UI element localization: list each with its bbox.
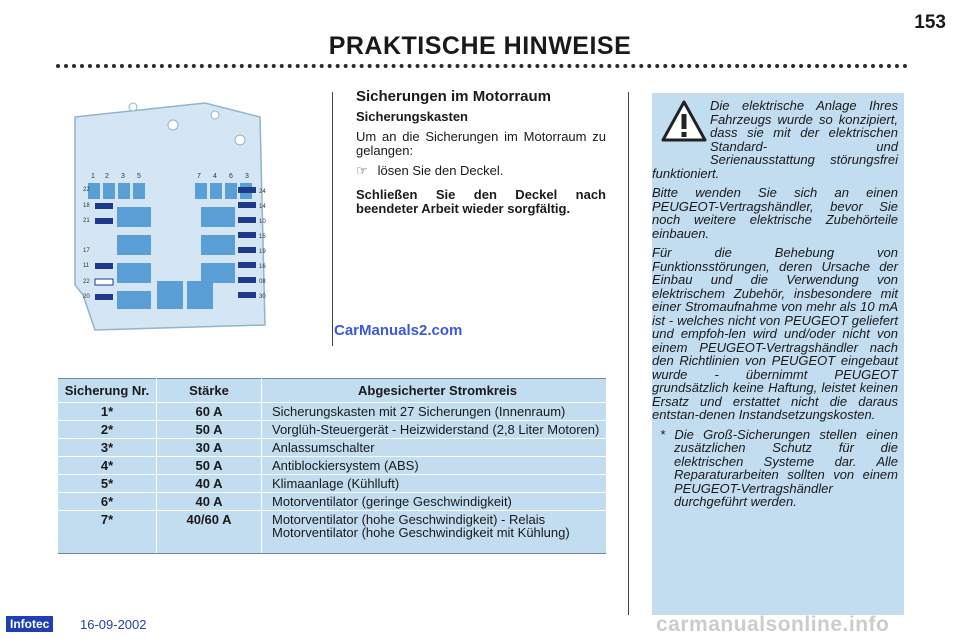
- fuse-label: 2: [105, 173, 109, 180]
- maxi-fuse: [117, 235, 151, 255]
- table-header: Abgesicherter Stromkreis: [262, 379, 607, 403]
- mount-hole: [211, 111, 219, 119]
- column-divider: [628, 92, 629, 615]
- intro-text: Um an die Sicherungen im Motorraum zu gelangen:: [356, 129, 606, 158]
- fuse-label: 1: [91, 173, 95, 180]
- warning-paragraph: Die elektrische Anlage Ihres Fahrzeugs wurde so konzipiert, dass sie mit der elektrischen Standard- und Serienausstattung störungsfrei funktioniert.: [652, 98, 898, 181]
- fuse: [103, 183, 115, 199]
- page-number: 153: [914, 12, 946, 33]
- fuse-rating: 30 A: [157, 439, 262, 457]
- fuse-circuit: Vorglüh-Steuergerät - Heizwiderstand (2,8 Liter Motoren): [262, 421, 607, 439]
- fuse-number: 1*: [58, 403, 157, 421]
- relay: [157, 281, 183, 309]
- fuse-number: 6*: [58, 493, 157, 511]
- warning-box: [652, 93, 904, 615]
- fuse-label: 08: [259, 279, 266, 285]
- warning-paragraph: Für die Behebung von Funktionsstörungen, deren Ursache der Einbau und die Verwendung von elektrischem Zubehör, insbesondere mit einer Stromaufnahme von mehr als 10 mA ist - welches nicht von PEUGEOT geliefert und empfoh-len wird und/oder nicht von einem PEUGEOT-Vertragshändler nach den Richtlinien von PEUGEOT eingebaut wurde - übernimmt PEUGEOT grundsätzlich keine Haftung, leistet keinen Ersatz und erstattet nicht die daraus entstan-denen Instandsetzungskosten.: [652, 245, 898, 422]
- page-title: PRAKTISCHE HINWEISE: [328, 32, 632, 60]
- section-subheading: Sicherungskasten: [356, 109, 468, 124]
- fuse-label: 15: [259, 234, 266, 240]
- fuse-number: 5*: [58, 475, 157, 493]
- fuse-circuit: Motorventilator (hohe Geschwindigkeit) - Relais Motorventilator (hohe Geschwindigkeit mit Kühlung): [262, 511, 607, 554]
- fuse-label: 5: [137, 173, 141, 180]
- fuse-number: 4*: [58, 457, 157, 475]
- fuse-rating: 40 A: [157, 493, 262, 511]
- fuse-label: 17: [83, 248, 90, 254]
- fuse-label: 14: [259, 204, 266, 210]
- instructions-section: [356, 90, 606, 222]
- maxi-fuse: [117, 263, 151, 283]
- mini-fuse: [95, 218, 113, 224]
- relay: [187, 281, 213, 309]
- step-text: lösen Sie den Deckel.: [377, 163, 504, 178]
- maxi-fuse: [117, 291, 151, 309]
- maxi-fuse: [201, 235, 235, 255]
- column-divider: [332, 92, 333, 346]
- fuse-circuit: Klimaanlage (Kühlluft): [262, 475, 607, 493]
- footer-date: 16-09-2002: [80, 617, 147, 632]
- mini-fuse: [238, 217, 256, 223]
- mini-fuse: [238, 202, 256, 208]
- fuse-rating: 50 A: [157, 457, 262, 475]
- mini-fuse: [238, 262, 256, 268]
- fuse-label: 18: [83, 203, 90, 209]
- mount-hole: [129, 103, 137, 111]
- fuse-label: 3: [245, 173, 249, 180]
- table-row: [58, 457, 606, 475]
- maxi-fuse: [117, 207, 151, 227]
- fuse-label: 19: [259, 249, 266, 255]
- fuse-box-diagram: [55, 95, 305, 335]
- pointing-hand-icon: ☞: [356, 163, 368, 178]
- table-row: [58, 403, 606, 421]
- fuse-label: 20: [83, 294, 90, 300]
- mount-hole: [168, 120, 178, 130]
- fuse-label: 24: [259, 189, 266, 195]
- fuse-label: 16: [259, 264, 266, 270]
- dotted-divider: [56, 64, 908, 68]
- watermark-bottom: carmanualsonline.info: [656, 613, 890, 636]
- fuse-label: 21: [83, 218, 90, 224]
- fuse-rating: 50 A: [157, 421, 262, 439]
- fuse-label: 3: [121, 173, 125, 180]
- fuse-label: 10: [259, 219, 266, 225]
- watermark-middle: CarManuals2.com: [334, 322, 463, 339]
- table-row: [58, 511, 606, 554]
- fuse-circuit: Sicherungskasten mit 27 Sicherungen (Innenraum): [262, 403, 607, 421]
- mini-fuse: [238, 232, 256, 238]
- fuse-number: 3*: [58, 439, 157, 457]
- mount-hole: [235, 135, 245, 145]
- fuse-label: 7: [197, 173, 201, 180]
- fuse-label: 4: [213, 173, 217, 180]
- step-item: [356, 164, 606, 178]
- mini-fuse: [238, 247, 256, 253]
- table-header: Stärke: [157, 379, 262, 403]
- warning-footnote: * Die Groß-Sicherungen stellen einen zusätzlichen Schutz für die elektrischen Systeme dar. Alle Reparaturarbeiten sollten von einem PEUGEOT-Vertragshändler durchgeführt werden.: [660, 426, 898, 509]
- maxi-fuse: [201, 207, 235, 227]
- fuse: [195, 183, 207, 199]
- table-row: [58, 493, 606, 511]
- fuse-rating: 60 A: [157, 403, 262, 421]
- mini-fuse: [238, 292, 256, 298]
- closing-instruction: Schließen Sie den Deckel nach beendeter Arbeit wieder sorgfältig.: [356, 187, 606, 216]
- fuse-label: 22: [83, 187, 90, 193]
- fuse-rating: 40/60 A: [157, 511, 262, 554]
- table-header-row: [58, 379, 606, 403]
- mini-fuse: [238, 187, 256, 193]
- mini-fuse: [238, 277, 256, 283]
- fuse: [225, 183, 237, 199]
- fuse-rating: 40 A: [157, 475, 262, 493]
- warning-paragraph: Bitte wenden Sie sich an einen PEUGEOT-Vertragshändler, bevor Sie noch weitere elektrische Zubehörteile einbauen.: [652, 185, 898, 241]
- table-row: [58, 421, 606, 439]
- fuse-label: 6: [229, 173, 233, 180]
- fuse-circuit: Anlassumschalter: [262, 439, 607, 457]
- table-row: [58, 475, 606, 493]
- table-header: Sicherung Nr.: [58, 379, 157, 403]
- fuse: [210, 183, 222, 199]
- fuse-label: 22: [83, 279, 90, 285]
- mini-fuse: [95, 279, 113, 285]
- maxi-fuse: [201, 263, 235, 283]
- fuse-number: 2*: [58, 421, 157, 439]
- section-heading: Sicherungen im Motorraum: [356, 88, 552, 105]
- fuse: [133, 183, 145, 199]
- mini-fuse: [95, 263, 113, 269]
- fuse: [118, 183, 130, 199]
- fuse: [88, 183, 100, 199]
- fuse-table: [58, 378, 606, 554]
- fuse-label: 11: [83, 263, 90, 269]
- warning-text: [652, 99, 898, 515]
- infotec-logo: Infotec: [6, 616, 53, 632]
- fuse-label: 30: [259, 294, 266, 300]
- table-row: [58, 439, 606, 457]
- fuse-circuit: Motorventilator (geringe Geschwindigkeit): [262, 493, 607, 511]
- mini-fuse: [95, 203, 113, 209]
- mini-fuse: [95, 294, 113, 300]
- fuse-circuit: Antiblockiersystem (ABS): [262, 457, 607, 475]
- fuse-number: 7*: [58, 511, 157, 554]
